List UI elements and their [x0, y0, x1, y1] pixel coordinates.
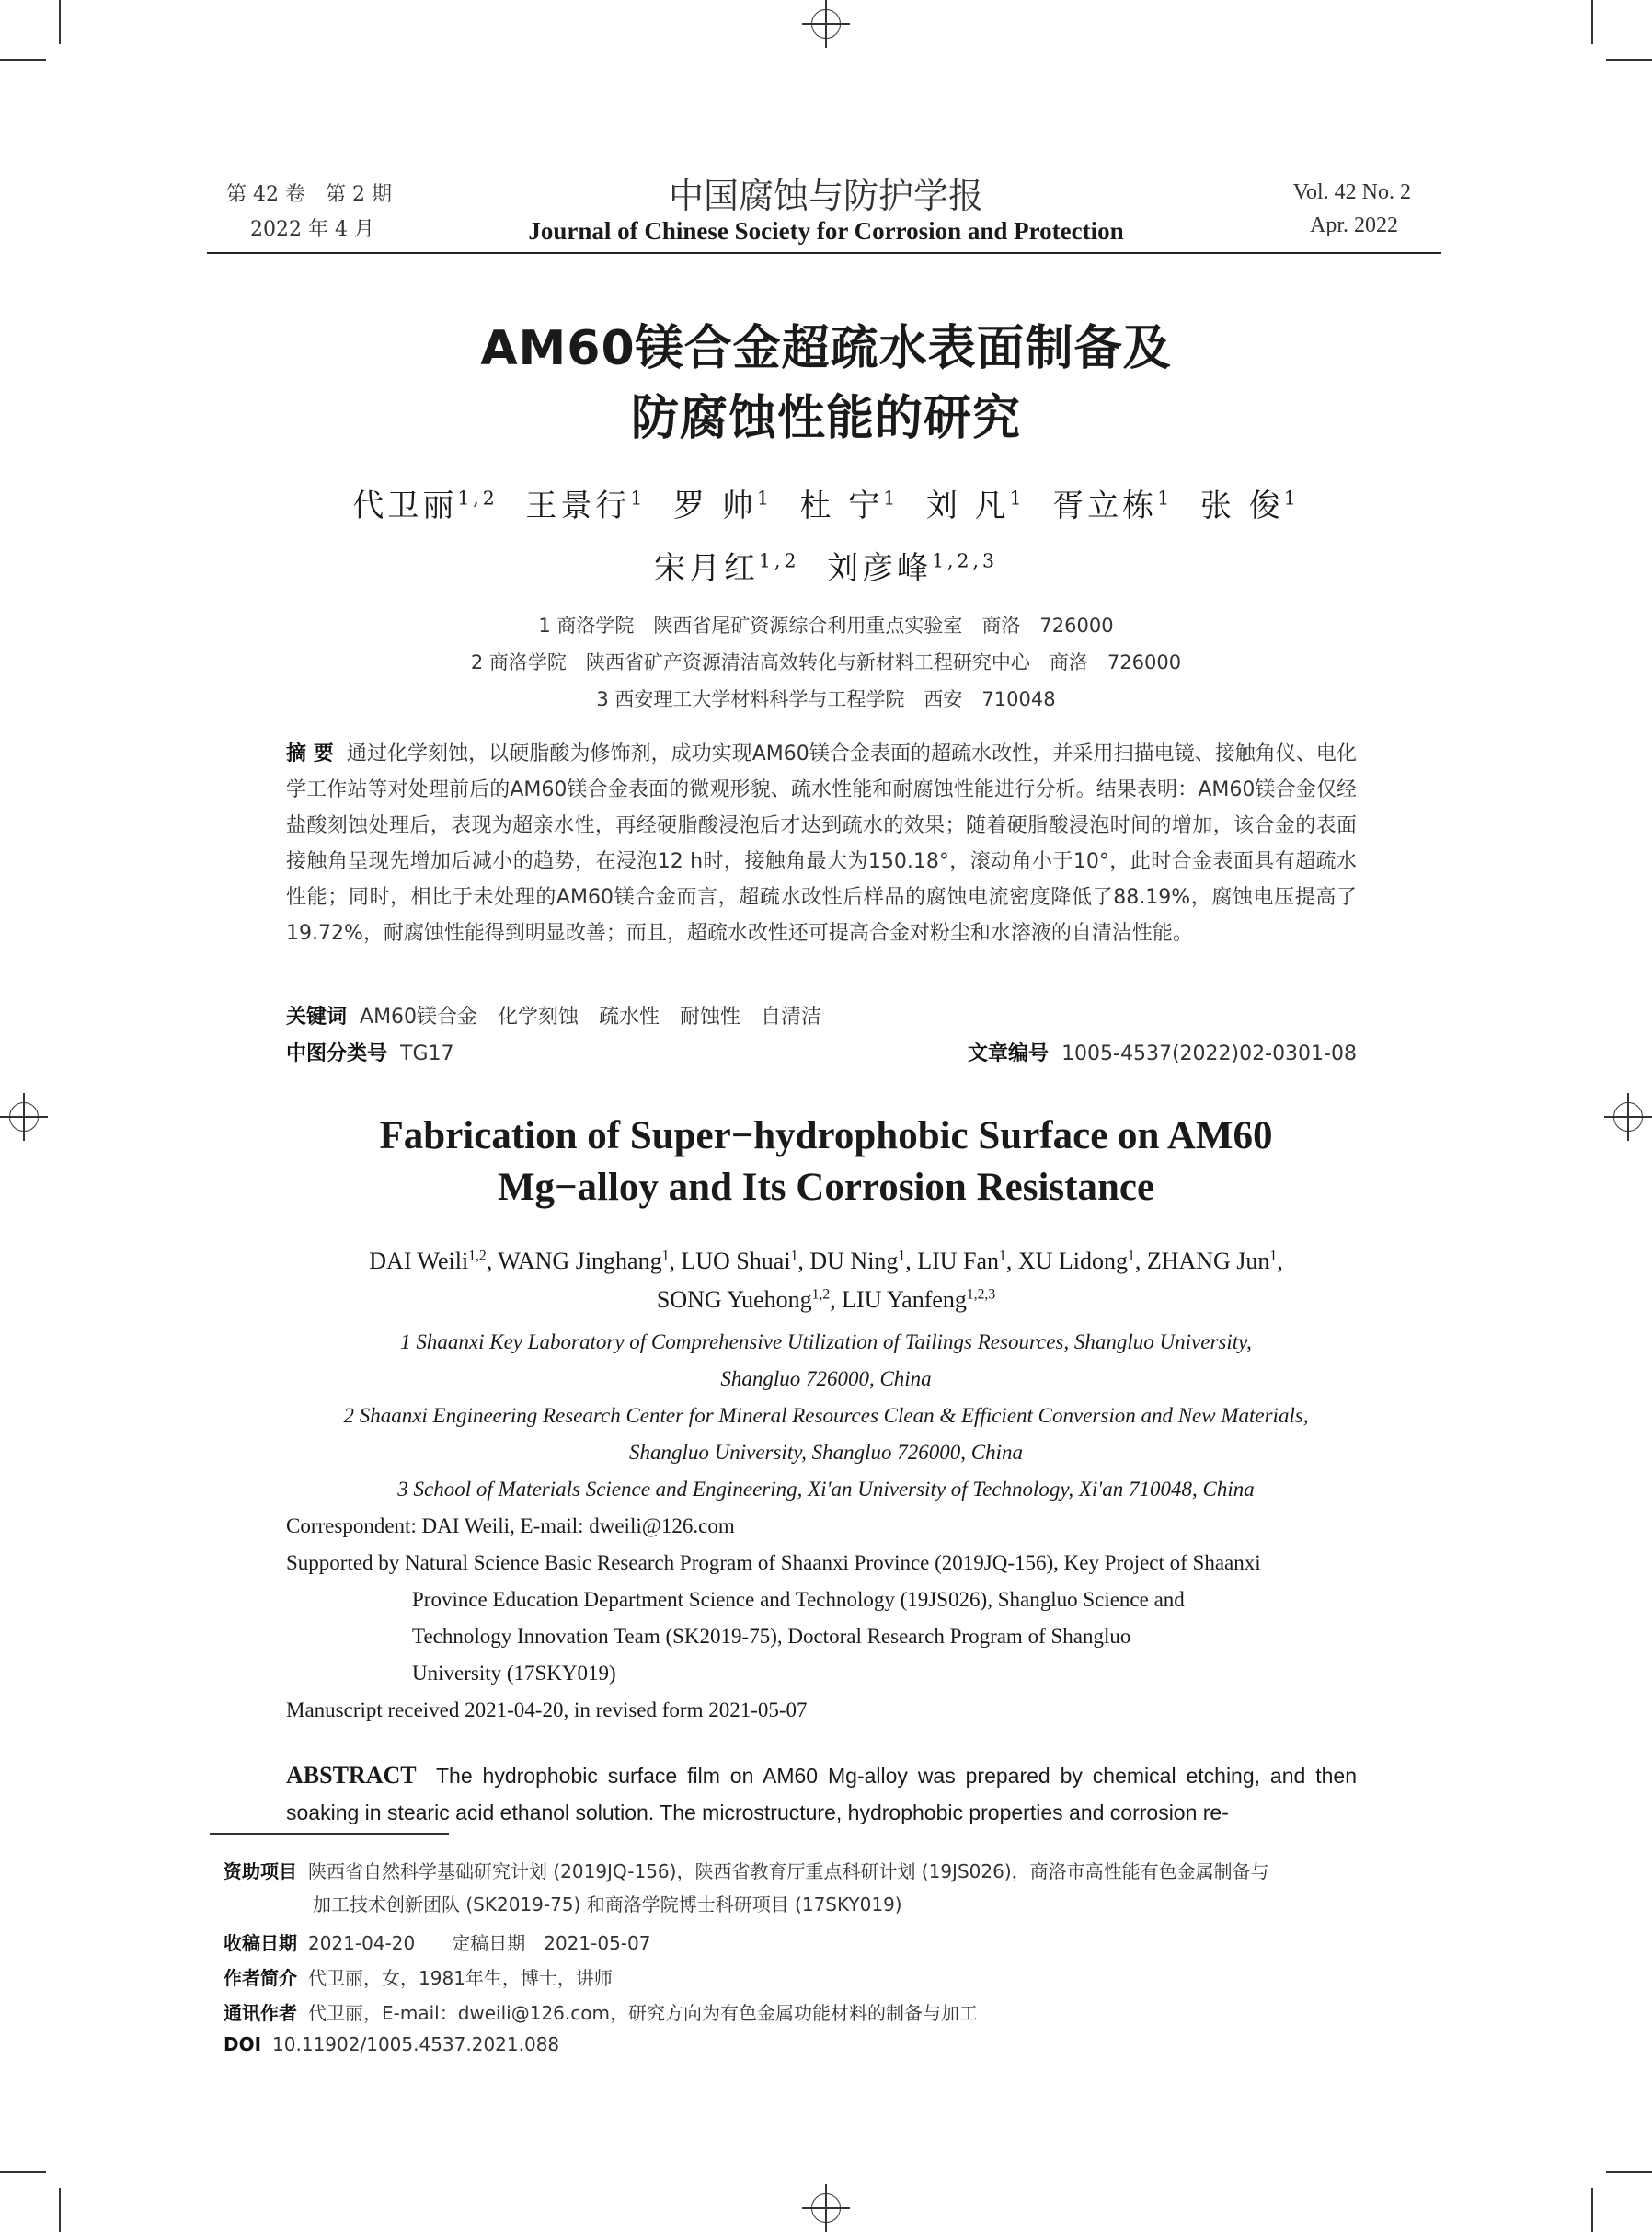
title-en-line2: Mg−alloy and Its Corrosion Resistance	[497, 1166, 1155, 1209]
author: 杜 宁$^1$	[799, 487, 900, 524]
date-cn: 2022 年 4 月	[250, 218, 374, 241]
affiliation-en: 2 Shaanxi Engineering Research Center for Mineral Resources Clean & Efficient Conversion and New Materials,	[343, 1404, 1309, 1427]
author: SONG Yuehong$^{1,2}$	[656, 1286, 831, 1313]
footnote-funding: 资助项目 陕西省自然科学基础研究计划 (2019JQ-156)，陕西省教育厅重点科研计划 (19JS026)，商洛市高性能有色金属制备与	[224, 1860, 1269, 1882]
footnote-rule	[210, 1833, 449, 1835]
author: 王景行$^1$	[525, 487, 647, 524]
supported-by: University (17SKY019)	[412, 1662, 616, 1685]
author: 宋月红$^{1,2}$	[654, 549, 800, 587]
title-en-line1: Fabrication of Super−hydrophobic Surface on AM60	[379, 1114, 1273, 1157]
affiliation-en: 1 Shaanxi Key Laboratory of Comprehensive Utilization of Tailings Resources, Shangluo University,	[400, 1330, 1252, 1353]
abstract-en-label: ABSTRACT	[286, 1762, 417, 1789]
affiliation-cn: 2 商洛学院 陕西省矿产资源清洁高效转化与新材料工程研究中心 商洛 726000	[470, 651, 1182, 673]
crop-mark	[1606, 2171, 1652, 2173]
journal-title-cn: 中国腐蚀与防护学报	[668, 176, 983, 216]
affiliation-cn: 3 西安理工大学材料科学与工程学院 西安 710048	[596, 688, 1056, 710]
author: 张 俊$^1$	[1199, 487, 1300, 524]
crop-mark	[1591, 2188, 1593, 2232]
manuscript-dates: Manuscript received 2021-04-20, in revised form 2021-05-07	[286, 1698, 808, 1721]
date-en: Apr. 2022	[1310, 213, 1398, 237]
authors-en-line2: SONG Yuehong$^{1,2}$, LIU Yanfeng$^{1,2,3}$	[656, 1286, 996, 1313]
author: LUO Shuai$^1$	[681, 1248, 798, 1274]
author: DU Ning$^1$	[809, 1248, 906, 1274]
affiliation-en: Shangluo University, Shangluo 726000, China	[628, 1441, 1024, 1464]
crop-mark	[1606, 59, 1652, 61]
crop-mark	[1591, 0, 1593, 44]
abstract-cn-text: 通过化学刻蚀，以硬脂酸为修饰剂，成功实现AM60镁合金表面的超疏水改性，并采用扫描电镜、接触角仪、电化学工作站等对处理前后的AM60镁合金表面的微观形貌、疏水性能和耐腐蚀性能进行分析。结果表明：AM60镁合金仅经盐酸刻蚀处理后，表现为超亲水性，再经硬脂酸浸泡后才达到疏水的效果；随着硬脂酸浸泡时间的增加，该合金的表面接触角呈现先增加后减小的趋势，在浸泡12 h时，接触角最大为150.18°，滚动角小于10°，此时合金表面具有超疏水性能；同时，相比于未处理的AM60镁合金而言，超疏水改性后样品的腐蚀电流密度降低了88.19%，腐蚀电压提高了19.72%，耐腐蚀性能得到明显改善；而且，超疏水改性还可提高合金对粉尘和水溶液的自清洁性能。	[286, 742, 1357, 945]
title-cn-line2: 防腐蚀性能的研究	[630, 391, 1021, 446]
abstract-cn	[286, 736, 1357, 951]
footnote-doi: DOI 10.11902/1005.4537.2021.088	[224, 2033, 560, 2055]
abstract-cn-label: 摘 要	[286, 742, 334, 765]
keywords-cn: 关键词 AM60镁合金 化学刻蚀 疏水性 耐蚀性 自清洁	[286, 1006, 822, 1029]
registration-mark	[802, 0, 850, 48]
header-rule	[207, 252, 1441, 254]
crop-mark	[59, 0, 61, 44]
crop-mark	[59, 2188, 61, 2232]
author: 胥立栋$^1$	[1052, 487, 1174, 524]
footnote-author-bio: 作者简介 代卫丽，女，1981年生，博士，讲师	[224, 1967, 613, 1989]
authors-cn-line2	[0, 543, 1652, 588]
volume-issue-en: Vol. 42 No. 2	[1292, 180, 1411, 204]
abstract-en	[286, 1757, 1357, 1831]
volume-issue-cn: 第 42 卷 第 2 期	[226, 183, 392, 206]
footnote-funding-cont: 加工技术创新团队 (SK2019-75) 和商洛学院博士科研项目 (17SKY019)	[313, 1893, 902, 1916]
supported-by: Technology Innovation Team (SK2019-75), Doctoral Research Program of Shangluo	[412, 1625, 1131, 1648]
author: 刘彦峰$^{1,2,3}$	[827, 549, 998, 587]
supported-by: Supported by Natural Science Basic Research Program of Shaanxi Province (2019JQ-156), Key Project of Shaanxi	[286, 1551, 1261, 1574]
crop-mark	[0, 2171, 46, 2173]
correspondent: Correspondent: DAI Weili, E-mail: dweili@126.com	[286, 1514, 735, 1537]
title-cn-line1: AM60镁合金超疏水表面制备及	[480, 321, 1172, 376]
affiliation-cn: 1 商洛学院 陕西省尾矿资源综合利用重点实验室 商洛 726000	[538, 615, 1114, 637]
abstract-en-text: The hydrophobic surface film on AM60 Mg-alloy was prepared by chemical etching, and then soaking in stearic acid ethanol solution. The microstructure, hydrophobic properties and corrosion re-	[286, 1764, 1357, 1824]
author: 罗 帅$^1$	[673, 487, 773, 524]
author: 代卫丽$^{1,2}$	[352, 487, 499, 524]
author: DAI Weili$^{1,2}$	[369, 1248, 487, 1274]
crop-mark	[0, 59, 46, 61]
affiliation-en: 3 School of Materials Science and Engineering, Xi'an University of Technology, Xi'an 710048, China	[397, 1478, 1255, 1501]
author: WANG Jinghang$^1$	[498, 1248, 670, 1274]
author: LIU Fan$^1$	[917, 1248, 1006, 1274]
author: XU Lidong$^1$	[1017, 1248, 1135, 1274]
registration-mark	[802, 2184, 850, 2232]
author: LIU Yanfeng$^{1,2,3}$	[842, 1286, 996, 1313]
article-number: 文章编号 1005-4537(2022)02-0301-08	[968, 1042, 1357, 1065]
authors-en-line1: DAI Weili$^{1,2}$, WANG Jinghang$^1$, LUO Shuai$^1$, DU Ning$^1$, LIU Fan$^1$, XU Lidong$^1$, ZHANG Jun$^1$,	[369, 1248, 1283, 1274]
authors-cn-line1	[0, 480, 1652, 525]
clc-number: 中图分类号 TG17	[286, 1042, 454, 1065]
supported-by: Province Education Department Science and Technology (19JS026), Shangluo Science and	[412, 1588, 1185, 1611]
footnote-dates: 收稿日期 2021-04-20 定稿日期 2021-05-07	[224, 1932, 651, 1954]
author: 刘 凡$^1$	[925, 487, 1026, 524]
author: ZHANG Jun$^1$	[1146, 1248, 1278, 1274]
footnote-corresponding: 通讯作者 代卫丽，E-mail：dweili@126.com，研究方向为有色金属功能材料的制备与加工	[224, 2002, 978, 2024]
journal-title-en: Journal of Chinese Society for Corrosion and Protection	[528, 217, 1124, 245]
affiliation-en: Shangluo 726000, China	[720, 1367, 932, 1390]
